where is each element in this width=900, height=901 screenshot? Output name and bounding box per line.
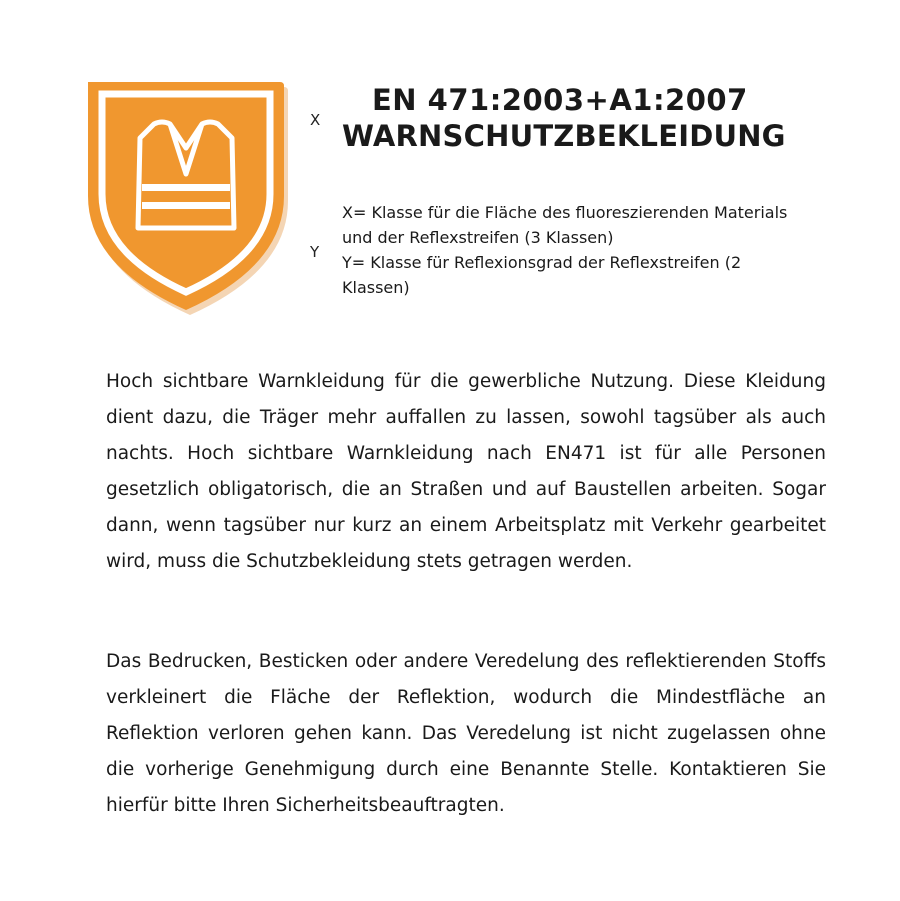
legend-y-line: Y= Klasse für Reflexionsgrad der Reflexstreifen (2 Klassen) [342, 253, 742, 297]
class-x-marker: X [310, 111, 321, 129]
header [342, 82, 882, 154]
shield-logo [82, 78, 292, 318]
legend-x-line: X= Klasse für die Fläche des fluoreszierenden Materials und der Reflexstreifen (3 Klassen) [342, 203, 788, 247]
class-y-marker: Y [310, 243, 320, 261]
high-visibility-vest-shield-icon [82, 78, 292, 318]
standard-number: EN 471:2003+A1:2007 [372, 83, 748, 117]
class-legend [342, 200, 802, 300]
paragraph-finishing-notice: Das Bedrucken, Besticken oder andere Veredelung des reflektierenden Stoffs verkleinert die Fläche der Reflektion, wodurch die Mindestfläche an Reflektion verloren gehen kann. Das Veredelung ist nicht zugelassen ohne die vorherige Genehmigung durch eine Benannte Stelle. Kontaktieren Sie hierfür bitte Ihren Sicherheitsbeauftragten. [106, 651, 826, 816]
paragraph-description: Hoch sichtbare Warnkleidung für die gewerbliche Nutzung. Diese Kleidung dient dazu, die Träger mehr auffallen zu lassen, sowohl tagsüber als auch nachts. Hoch sichtbare Warnkleidung nach EN471 ist für alle Personen gesetzlich obligatorisch, die an Straßen und auf Baustellen arbeiten. Sogar dann, wenn tagsüber nur kurz an einem Arbeitsplatz mit Verkehr gearbeitet wird, muss die Schutzbekleidung stets getragen werden. [106, 371, 826, 572]
page-title: WARNSCHUTZBEKLEIDUNG [342, 119, 786, 153]
